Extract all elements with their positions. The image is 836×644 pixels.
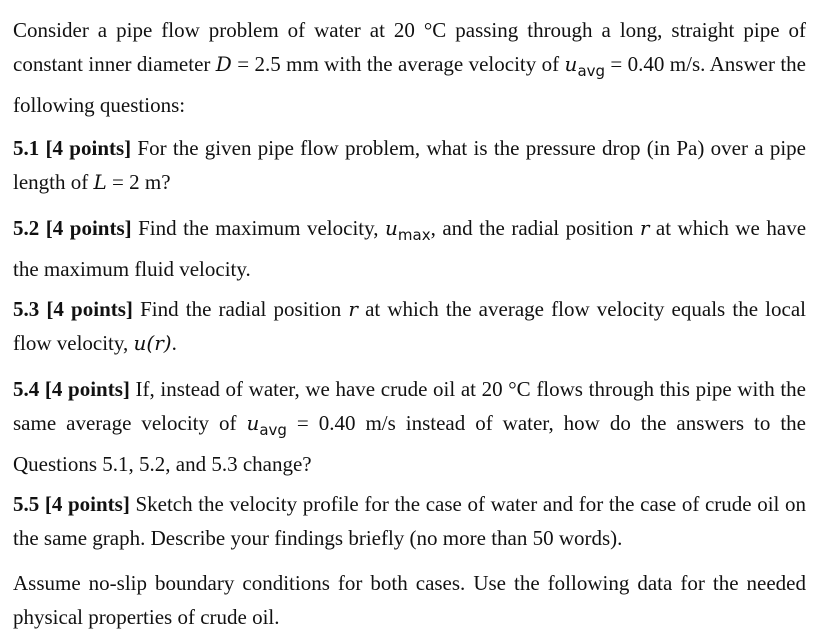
q3-text-2: at which the average flow velocity equals the local flow velocity, [13, 297, 806, 355]
q2-text-3: at which we have the maximum fluid velocity. [13, 216, 807, 281]
intro-text-3: = 0.40 m/s. Answer the following questions: [13, 52, 807, 117]
var-diameter: D [215, 52, 232, 76]
q2-text-1: Find the maximum velocity, [131, 216, 386, 240]
subscript-avg: avg [259, 421, 287, 439]
question-points: [4 points] [46, 297, 133, 321]
question-points: [4 points] [44, 377, 130, 401]
question-number: 5.5 [13, 492, 40, 516]
question-points: [4 points] [45, 216, 132, 240]
question-number: 5.1 [13, 136, 40, 160]
question-points: [4 points] [44, 492, 130, 516]
var-velocity: u [564, 52, 578, 76]
var-radius: r [348, 297, 358, 321]
q4-text-2: = 0.40 m/s instead of water, how do the answers to the Questions 5.1, 5.2, and 5.3 change? [13, 411, 806, 476]
question-5-3 [13, 292, 806, 360]
question-points: [4 points] [45, 136, 132, 160]
q3-text-3: . [171, 331, 177, 355]
intro-text-1: Consider a pipe flow problem of water at 20 °C passing through a long, straight pipe of constant inner diameter [13, 18, 806, 76]
q3-text-1: Find the radial position [132, 297, 349, 321]
question-number: 5.2 [13, 216, 40, 240]
subscript-avg: avg [577, 62, 606, 80]
q1-text-2: = 2 m? [106, 170, 171, 194]
q5-text-1: Sketch the velocity profile for the case of water and for the case of crude oil on the same graph. Describe your findings briefly (no more than 50 words). [13, 492, 807, 550]
q1-text-1: For the given pipe flow problem, what is the pressure drop (in Pa) over a pipe length of [13, 136, 806, 194]
intro-text-2: = 2.5 mm with the average velocity of [231, 52, 565, 76]
var-velocity: u [385, 216, 398, 240]
question-number: 5.3 [13, 297, 40, 321]
question-5-2 [13, 211, 806, 286]
closing-paragraph: Assume no-slip boundary conditions for both cases. Use the following data for the needed physical properties of crude oil. [13, 571, 806, 629]
var-velocity: u [246, 411, 260, 435]
question-5-4 [13, 372, 806, 481]
var-local-velocity: u(r) [133, 331, 172, 355]
question-number: 5.4 [13, 377, 40, 401]
q2-text-2: , and the radial position [430, 216, 640, 240]
subscript-max: max [397, 226, 431, 244]
intro-paragraph [13, 13, 806, 122]
question-5-5 [13, 487, 806, 555]
q4-text-1: If, instead of water, we have crude oil at 20 °C flows through this pipe with the same average velocity of [13, 377, 806, 435]
question-5-1 [13, 131, 806, 199]
var-radius: r [639, 216, 650, 240]
var-length: L [93, 170, 107, 194]
